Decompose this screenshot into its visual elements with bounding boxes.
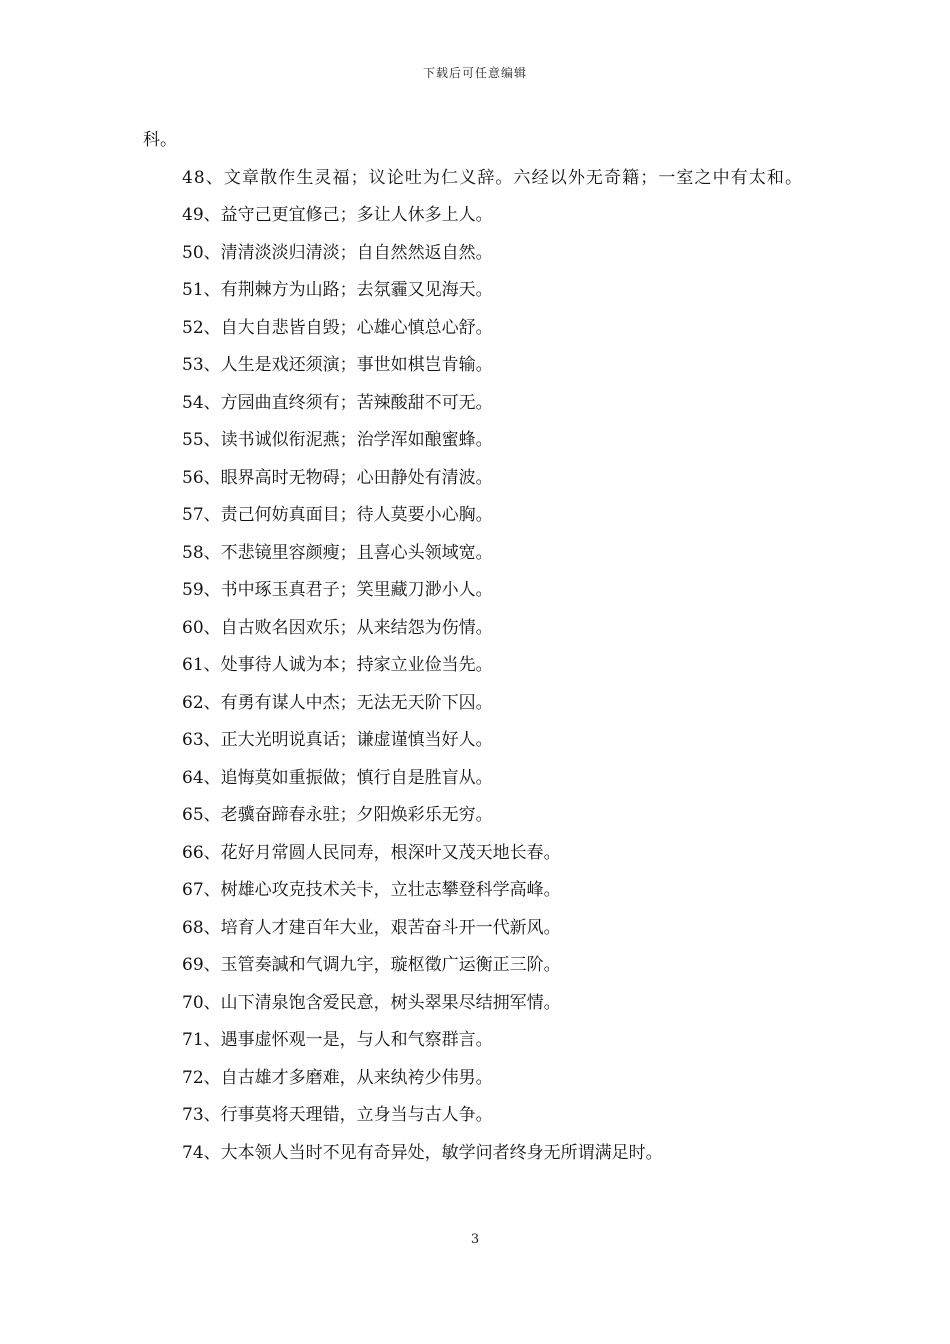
- list-item-67: 67、树雄心攻克技术关卡，立壮志攀登科学高峰。: [182, 880, 561, 900]
- list-item-59: 59、书中琢玉真君子；笑里藏刀渺小人。: [182, 580, 493, 600]
- list-item-66: 66、花好月常圆人民同寿，根深叶又茂天地长春。: [182, 842, 561, 863]
- list-item-68: 68、培育人才建百年大业，艰苦奋斗开一代新风。: [182, 917, 561, 938]
- list-item-69: 69、玉管奏諴和气调九宇，璇枢徵广运衡正三阶。: [182, 955, 561, 975]
- list-item-61: 61、处事待人诚为本；持家立业俭当先。: [182, 655, 493, 675]
- list-item-60: 60、自古败名因欢乐；从来结怨为伤情。: [182, 617, 493, 638]
- list-item-58: 58、不悲镜里容颜瘦；且喜心头领域宽。: [182, 542, 493, 563]
- list-item-49: 49、益守己更宜修己；多让人休多上人。: [182, 205, 493, 225]
- list-item-72: 72、自古雄才多磨难，从来纨袴少伟男。: [182, 1067, 493, 1088]
- list-item-53: 53、人生是戏还须演；事世如棋岂肯输。: [182, 355, 493, 375]
- list-item-52: 52、自大自悲皆自毁；心雄心慎总心舒。: [182, 317, 493, 338]
- list-item-63: 63、正大光明说真话；谦虚谨慎当好人。: [182, 730, 493, 750]
- page-number: 3: [470, 1232, 480, 1247]
- list-item-65: 65、老骥奋蹄春永驻；夕阳焕彩乐无穷。: [182, 805, 493, 825]
- list-item-64: 64、追悔莫如重振做；慎行自是胜盲从。: [182, 767, 493, 788]
- list-item-56: 56、眼界高时无物碍；心田静处有清波。: [182, 467, 493, 488]
- list-item-57: 57、责己何妨真面目；待人莫要小心胸。: [182, 505, 493, 525]
- list-item-71: 71、遇事虚怀观一是，与人和气察群言。: [182, 1030, 493, 1050]
- list-item-74: 74、大本领人当时不见有奇异处，敏学问者终身无所谓满足时。: [182, 1142, 663, 1163]
- list-item-55: 55、读书诚似衔泥燕；治学浑如酿蜜蜂。: [182, 430, 493, 450]
- list-item-48: 48、文章散作生灵福；议论吐为仁义辞。六经以外无奇籍；一室之中有太和。: [182, 167, 804, 188]
- list-item-62: 62、有勇有谋人中杰；无法无天阶下囚。: [182, 692, 493, 713]
- continuation-line: 科。: [143, 130, 177, 150]
- document-body: [143, 122, 811, 1172]
- list-item-51: 51、有荆棘方为山路；去氛霾又见海天。: [182, 280, 493, 300]
- list-item-54: 54、方园曲直终须有；苦辣酸甜不可无。: [182, 392, 493, 413]
- list-item-50: 50、清清淡淡归清淡；自自然然返自然。: [182, 242, 493, 263]
- page-header: 下载后可任意编辑: [422, 66, 527, 80]
- list-item-70: 70、山下清泉饱含爱民意，树头翠果尽结拥军情。: [182, 992, 561, 1013]
- list-item-73: 73、行事莫将天理错，立身当与古人争。: [182, 1105, 493, 1125]
